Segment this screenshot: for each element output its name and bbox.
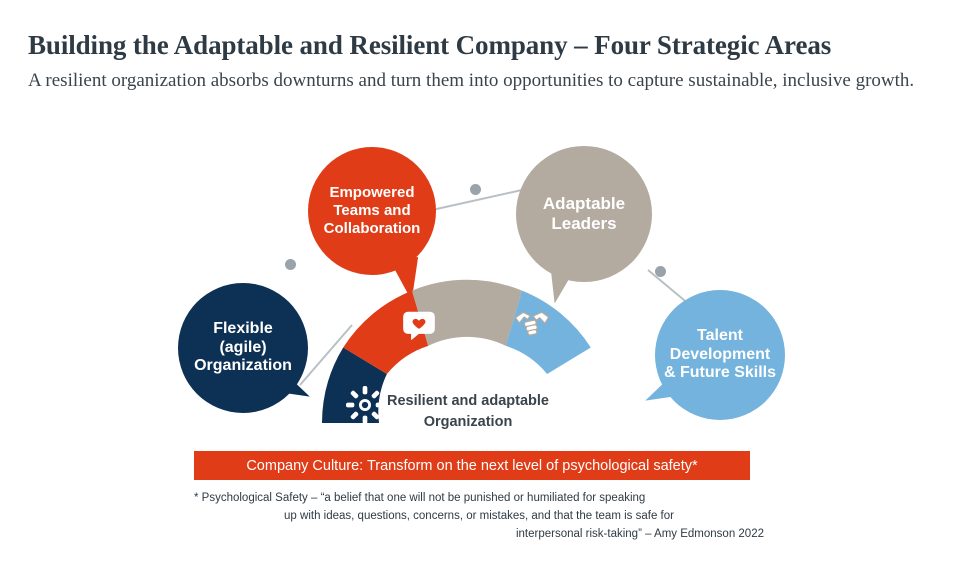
handshake-icon xyxy=(511,301,553,343)
bubble-empowered-teams-line3: Collaboration xyxy=(323,219,421,237)
connector-dot-right xyxy=(655,266,666,277)
heart-chat-icon xyxy=(400,307,438,345)
page-subtitle: A resilient organization absorbs downturns and turn them into opportunities to capture sustainable, inclusive growth. xyxy=(28,70,915,91)
connector-dot-left xyxy=(285,259,296,270)
footnote-line-2: up with ideas, questions, concerns, or mistakes, and that the team is safe for xyxy=(284,509,674,522)
bubble-adaptable-leaders-line1: Adaptable xyxy=(542,193,626,213)
footnote-line-3: interpersonal risk-taking” – Amy Edmonson 2022 xyxy=(515,527,764,540)
footnote xyxy=(194,490,764,543)
connector-dot-top xyxy=(470,184,481,195)
center-label-line2: Organization xyxy=(423,414,513,431)
bubble-flexible-organization-line3: Organization xyxy=(194,357,292,375)
bubble-talent-development[interactable] xyxy=(655,290,785,420)
bubble-empowered-teams[interactable] xyxy=(308,147,436,275)
bubble-flexible-organization[interactable] xyxy=(178,283,308,413)
bubble-flexible-organization-line2: (agile) xyxy=(219,338,267,356)
bubble-empowered-teams-line1: Empowered xyxy=(329,184,415,202)
bubble-flexible-organization-line1: Flexible xyxy=(213,319,273,337)
target-icon xyxy=(574,378,616,420)
company-culture-bar[interactable]: Company Culture: Transform on the next level of psychological safety* xyxy=(194,451,750,480)
bubble-talent-development-line1: Talent xyxy=(697,326,743,344)
bubble-adaptable-leaders[interactable] xyxy=(516,146,652,282)
bubble-talent-development-line2: Development xyxy=(669,345,771,363)
center-label xyxy=(368,391,568,433)
center-label-line1: Resilient and adaptable xyxy=(387,393,549,409)
bubble-talent-development-line3: & Future Skills xyxy=(663,364,777,382)
bubble-empowered-teams-line2: Teams and xyxy=(333,202,411,220)
bubble-adaptable-leaders-line2: Leaders xyxy=(551,214,617,233)
strategic-areas-diagram xyxy=(0,120,960,540)
footnote-line-1: * Psychological Safety – “a belief that one will not be punished or humiliated for speaking xyxy=(194,492,646,504)
page-title: Building the Adaptable and Resilient Company – Four Strategic Areas xyxy=(28,30,832,60)
